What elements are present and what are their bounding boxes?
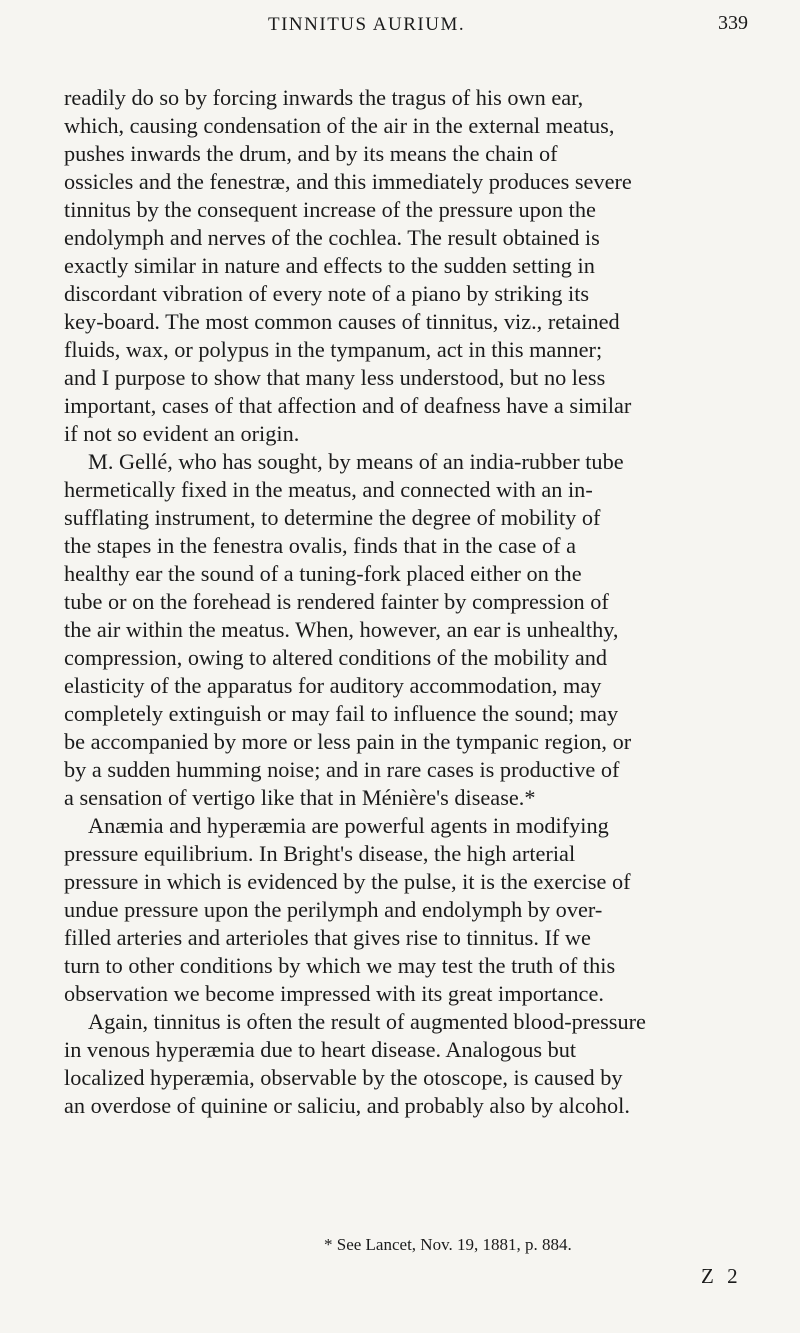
text-line: Again, tinnitus is often the result of augmented blood-pressure xyxy=(88,1009,646,1034)
text-line: which, causing condensation of the air in the external meatus, xyxy=(64,113,615,138)
text-line: be accompanied by more or less pain in the tympanic region, or xyxy=(64,729,632,754)
text-line: the air within the meatus. When, however, an ear is unhealthy, xyxy=(64,617,619,642)
text-line: endolymph and nerves of the cochlea. The result obtained is xyxy=(64,225,600,250)
text-line: by a sudden humming noise; and in rare cases is productive of xyxy=(64,757,620,782)
text-line: pressure equilibrium. In Bright's disease, the high arterial xyxy=(64,841,576,866)
text-line: healthy ear the sound of a tuning-fork placed either on the xyxy=(64,561,582,586)
text-line: undue pressure upon the perilymph and endolymph by over- xyxy=(64,897,603,922)
text-line: Anæmia and hyperæmia are powerful agents in modifying xyxy=(88,813,609,838)
text-line: elasticity of the apparatus for auditory accommodation, may xyxy=(64,673,602,698)
text-line: fluids, wax, or polypus in the tympanum, act in this manner; xyxy=(64,337,603,362)
text-line: ossicles and the fenestræ, and this immediately produces severe xyxy=(64,169,632,194)
footnote: * See Lancet, Nov. 19, 1881, p. 884. xyxy=(324,1235,572,1254)
text-line: a sensation of vertigo like that in Ménière's disease.* xyxy=(64,785,536,810)
text-line: exactly similar in nature and effects to the sudden setting in xyxy=(64,253,595,278)
text-line: sufflating instrument, to determine the degree of mobility of xyxy=(64,505,601,530)
page-number: 339 xyxy=(718,12,748,34)
running-head: TINNITUS AURIUM. xyxy=(268,14,466,35)
text-line: M. Gellé, who has sought, by means of an india-rubber tube xyxy=(88,449,624,474)
text-line: important, cases of that affection and of deafness have a similar xyxy=(64,393,632,418)
text-line: filled arteries and arterioles that gives rise to tinnitus. If we xyxy=(64,925,591,950)
text-line: tube or on the forehead is rendered fainter by compression of xyxy=(64,589,609,614)
text-line: readily do so by forcing inwards the tragus of his own ear, xyxy=(64,85,584,110)
text-line: and I purpose to show that many less understood, but no less xyxy=(64,365,606,390)
text-line: localized hyperæmia, observable by the otoscope, is caused by xyxy=(64,1065,623,1090)
text-line: observation we become impressed with its great importance. xyxy=(64,981,604,1006)
text-line: discordant vibration of every note of a piano by striking its xyxy=(64,281,590,306)
text-line: hermetically fixed in the meatus, and connected with an in- xyxy=(64,477,593,502)
text-line: if not so evident an origin. xyxy=(64,421,300,446)
text-line: an overdose of quinine or saliciu, and probably also by alcohol. xyxy=(64,1093,630,1118)
text-line: turn to other conditions by which we may test the truth of this xyxy=(64,953,616,978)
text-line: key-board. The most common causes of tinnitus, viz., retained xyxy=(64,309,620,334)
text-line: completely extinguish or may fail to influence the sound; may xyxy=(64,701,619,726)
text-line: in venous hyperæmia due to heart disease. Analogous but xyxy=(64,1037,577,1062)
text-line: the stapes in the fenestra ovalis, finds that in the case of a xyxy=(64,533,577,558)
signature-mark: Z 2 xyxy=(701,1264,742,1288)
text-line: compression, owing to altered conditions of the mobility and xyxy=(64,645,608,670)
text-line: pushes inwards the drum, and by its means the chain of xyxy=(64,141,558,166)
text-line: pressure in which is evidenced by the pulse, it is the exercise of xyxy=(64,869,631,894)
text-line: tinnitus by the consequent increase of the pressure upon the xyxy=(64,197,596,222)
